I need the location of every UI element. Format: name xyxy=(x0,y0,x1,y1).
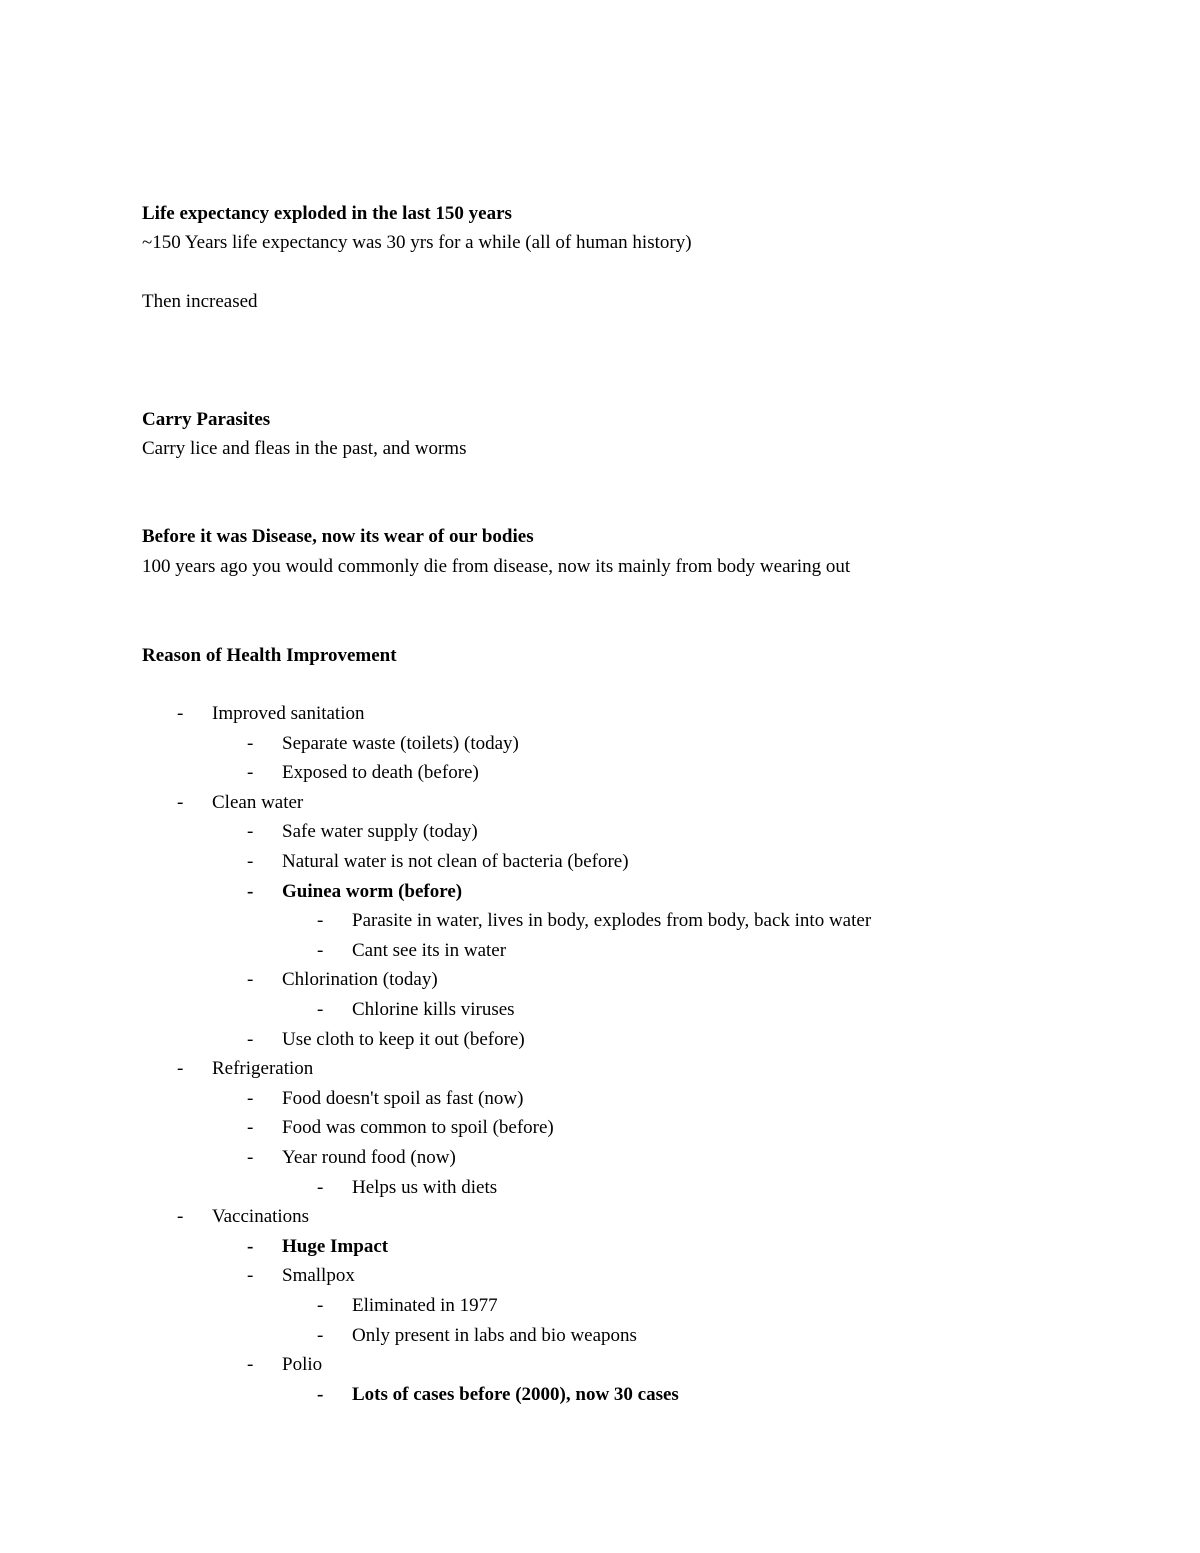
section-heading: Reason of Health Improvement xyxy=(142,645,397,666)
bullet-dash: - xyxy=(247,821,254,842)
outline-item-text: Use cloth to keep it out (before) xyxy=(282,1029,525,1050)
bullet-dash: - xyxy=(247,881,254,902)
bullet-dash: - xyxy=(247,762,254,783)
outline-item-text: Natural water is not clean of bacteria (before) xyxy=(282,851,629,872)
bullet-dash: - xyxy=(247,1147,254,1168)
outline-item-text: Guinea worm (before) xyxy=(282,881,463,902)
bullet-dash: - xyxy=(177,792,184,813)
outline-item-text: Helps us with diets xyxy=(352,1177,498,1198)
bullet-dash: - xyxy=(317,1384,324,1405)
outline-item-text: Exposed to death (before) xyxy=(282,762,479,783)
paragraph: Carry lice and fleas in the past, and worms xyxy=(142,438,467,459)
outline-item-text: Smallpox xyxy=(282,1265,355,1286)
bullet-dash: - xyxy=(177,1206,184,1227)
bullet-dash: - xyxy=(247,1236,254,1257)
outline-item-text: Eliminated in 1977 xyxy=(352,1295,498,1316)
outline-item-text: Safe water supply (today) xyxy=(282,821,478,842)
outline-item-text: Refrigeration xyxy=(212,1058,314,1079)
outline-item-text: Huge Impact xyxy=(282,1236,389,1257)
outline-item-text: Parasite in water, lives in body, explodes from body, back into water xyxy=(352,910,872,931)
bullet-dash: - xyxy=(247,733,254,754)
outline-item-text: Food doesn't spoil as fast (now) xyxy=(282,1088,524,1109)
outline-item-text: Food was common to spoil (before) xyxy=(282,1117,554,1138)
section-heading: Life expectancy exploded in the last 150 years xyxy=(142,203,512,224)
bullet-dash: - xyxy=(247,1088,254,1109)
outline-item-text: Chlorination (today) xyxy=(282,969,438,990)
bullet-dash: - xyxy=(247,1029,254,1050)
bullet-dash: - xyxy=(177,1058,184,1079)
bullet-dash: - xyxy=(317,1177,324,1198)
bullet-dash: - xyxy=(317,1295,324,1316)
paragraph: ~150 Years life expectancy was 30 yrs for a while (all of human history) xyxy=(142,232,692,253)
outline-item-text: Only present in labs and bio weapons xyxy=(352,1325,637,1346)
bullet-dash: - xyxy=(317,940,324,961)
outline-item-text: Improved sanitation xyxy=(212,703,365,724)
section-heading: Before it was Disease, now its wear of our bodies xyxy=(142,526,534,547)
section-heading: Carry Parasites xyxy=(142,409,271,430)
bullet-dash: - xyxy=(247,1354,254,1375)
outline-item-text: Separate waste (toilets) (today) xyxy=(282,733,519,754)
outline-item-text: Chlorine kills viruses xyxy=(352,999,515,1020)
bullet-dash: - xyxy=(247,851,254,872)
outline-item-text: Year round food (now) xyxy=(282,1147,456,1168)
outline-item-text: Vaccinations xyxy=(212,1206,310,1227)
bullet-dash: - xyxy=(247,969,254,990)
bullet-dash: - xyxy=(317,910,324,931)
outline-item-text: Lots of cases before (2000), now 30 cases xyxy=(352,1384,679,1405)
outline-item-text: Cant see its in water xyxy=(352,940,507,961)
paragraph: Then increased xyxy=(142,291,258,312)
bullet-dash: - xyxy=(247,1117,254,1138)
bullet-dash: - xyxy=(317,999,324,1020)
paragraph: 100 years ago you would commonly die from disease, now its mainly from body wearing out xyxy=(142,556,851,577)
outline-item-text: Polio xyxy=(282,1354,323,1375)
bullet-dash: - xyxy=(317,1325,324,1346)
bullet-dash: - xyxy=(247,1265,254,1286)
outline-item-text: Clean water xyxy=(212,792,304,813)
bullet-dash: - xyxy=(177,703,184,724)
